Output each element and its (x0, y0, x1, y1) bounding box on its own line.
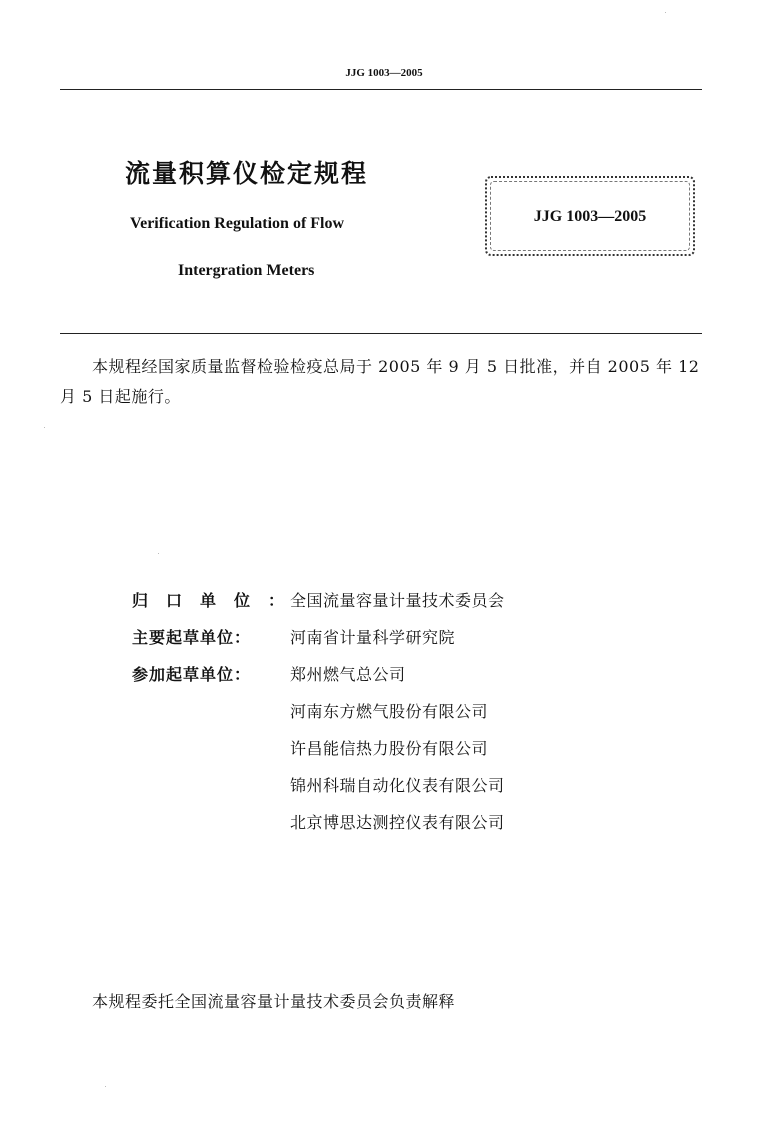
unit-value-participant: 许昌能信热力股份有限公司 (290, 739, 489, 758)
scan-speck (665, 12, 666, 13)
unit-value-participant: 郑州燃气总公司 (290, 665, 406, 684)
regulation-code: JJG 1003—2005 (533, 208, 647, 225)
unit-label-responsible: 归口单位： (132, 591, 285, 610)
unit-label-participating-drafters: 参加起草单位： (132, 665, 252, 684)
document-title-en-line2: Intergration Meters (178, 262, 315, 279)
section-rule (60, 333, 702, 334)
document-title-en-line1: Verification Regulation of Flow (130, 215, 345, 232)
unit-value-main-drafter: 河南省计量科学研究院 (290, 628, 456, 647)
approval-statement: 本规程经国家质量监督检验检疫总局于 2005 年 9 月 5 日批准，并自 2005 年 12 月 5 日起施行。 (60, 357, 700, 406)
document-title-cn: 流量积算仪检定规程 (125, 159, 369, 188)
unit-value-participant: 河南东方燃气股份有限公司 (290, 702, 489, 721)
scan-speck (105, 1086, 106, 1087)
scan-speck (44, 427, 45, 428)
scan-speck (158, 553, 159, 554)
unit-value-participant: 北京博思达测控仪表有限公司 (290, 813, 505, 832)
unit-value-participant: 锦州科瑞自动化仪表有限公司 (290, 776, 505, 795)
interpretation-note: 本规程委托全国流量容量计量技术委员会负责解释 (92, 992, 456, 1011)
unit-value-responsible: 全国流量容量计量技术委员会 (290, 591, 505, 610)
header-rule (60, 89, 702, 90)
unit-label-main-drafter: 主要起草单位： (132, 628, 252, 647)
running-header-code: JJG 1003—2005 (345, 67, 423, 79)
